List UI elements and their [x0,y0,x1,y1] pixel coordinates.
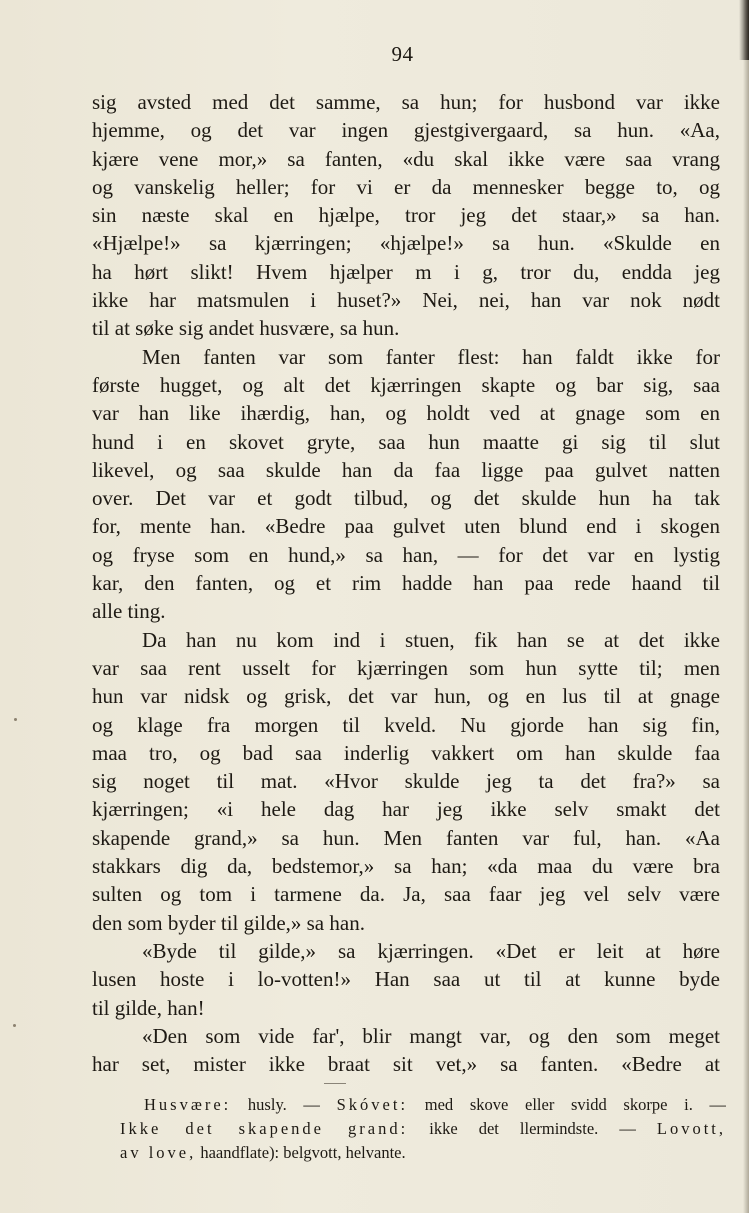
text-line: Men fanten var som fanter flest: han faldt ikke for [142,344,720,369]
text-line: ha hørt slikt! Hvem hjælper m i g, tror du, endda jeg [92,259,720,284]
text-line: var han like ihærdig, han, og holdt ved at gnage som en [92,401,720,426]
footnote-definition: haandflate): belgvott, helvante. [196,1143,406,1162]
footnote-definition: husly. — [231,1095,337,1114]
text-line: sin næste skal en hjælpe, tror jeg det staar,» sa han. [92,203,720,228]
text-line: Da han nu kom ind i stuen, fik han se at det ikke [142,627,720,652]
text-line: var saa rent usselt for kjærringen som hun sytte til; men [92,655,720,680]
text-line: den som byder til gilde,» sa han. [92,910,365,935]
text-line: stakkars dig da, bedstemor,» sa han; «da maa du være bra [92,854,720,879]
text-line: ikke har matsmulen i huset?» Nei, nei, han var nok nødt [92,288,720,313]
text-line: lusen hoste i lo-votten!» Han saa ut til at kunne byde [92,967,720,992]
footnote-line [120,1117,726,1141]
text-line: alle ting. [92,599,166,624]
text-line: skapende grand,» sa hun. Men fanten var ful, han. «Aa [92,825,720,850]
footnotes [120,1093,726,1165]
text-line: kjærringen; «i hele dag har jeg ikke selv smakt det [92,797,720,822]
text-line: har set, mister ikke braat sit vet,» sa fanten. «Bedre at [92,1052,720,1077]
footnote-term: Skóvet: [336,1095,409,1114]
text-line: til at søke sig andet husvære, sa hun. [92,316,400,341]
footnote-term: av love, [120,1143,197,1162]
text-line: sig avsted med det samme, sa hun; for husbond var ikke [92,90,720,114]
text-line: og fryse som en hund,» sa han, — for det var en lystig [92,542,720,567]
footnote-line [120,1141,726,1165]
text-line: hun var nidsk og grisk, det var hun, og en lus til at gnage [92,684,720,709]
text-line: for, mente han. «Bedre paa gulvet uten blund end i skogen [92,514,720,539]
page-edge-shadow [743,0,749,1213]
footnote-term: Husvære: [144,1095,232,1114]
text-line: likevel, og saa skulde han da faa ligge paa gulvet natten [92,457,720,482]
text-line: sig noget til mat. «Hvor skulde jeg ta det fra?» sa [92,769,720,794]
page-number: 94 [391,42,414,66]
text-line: hund i en skovet gryte, saa hun maatte gi sig til slut [92,429,720,454]
text-line: hjemme, og det var ingen gjestgivergaard, sa hun. «Aa, [92,118,720,143]
text-line: kjære vene mor,» sa fanten, «du skal ikke være saa vrang [92,146,720,171]
text-line: og klage fra morgen til kveld. Nu gjorde han sig fin, [92,712,720,737]
footnote-term: Ikke det skapende grand: [120,1119,409,1138]
footnote-rule [324,1083,346,1084]
text-line: «Den som vide far', blir mangt var, og den som meget [142,1023,720,1048]
text-line: første hugget, og alt det kjærringen skapte og bar sig, saa [92,372,720,397]
footnote-definition: ikke det llermindste. — [408,1119,657,1138]
paper-speck [13,1024,16,1027]
footnote-term: Lovott, [656,1119,726,1138]
footnote-definition: med skove eller svidd skorpe i. — [408,1095,726,1114]
text-line: til gilde, han! [92,995,205,1020]
text-line: kar, den fanten, og et rim hadde han paa rede haand til [92,571,720,596]
text-line: sulten og tom i tarmene da. Ja, saa faar jeg vel selv være [92,882,720,907]
text-line: over. Det var et godt tilbud, og det skulde hun ha tak [92,486,720,511]
text-line: «Byde til gilde,» sa kjærringen. «Det er leit at høre [142,938,720,963]
body-text [92,88,720,1078]
text-line: og vanskelig heller; for vi er da mennesker begge to, og [92,174,720,199]
paper-speck [14,718,17,721]
text-line: «Hjælpe!» sa kjærringen; «hjælpe!» sa hun. «Skulde en [92,231,720,256]
text-line: maa tro, og bad saa inderlig vakkert om han skulde faa [92,740,720,765]
footnote-line [120,1093,726,1117]
